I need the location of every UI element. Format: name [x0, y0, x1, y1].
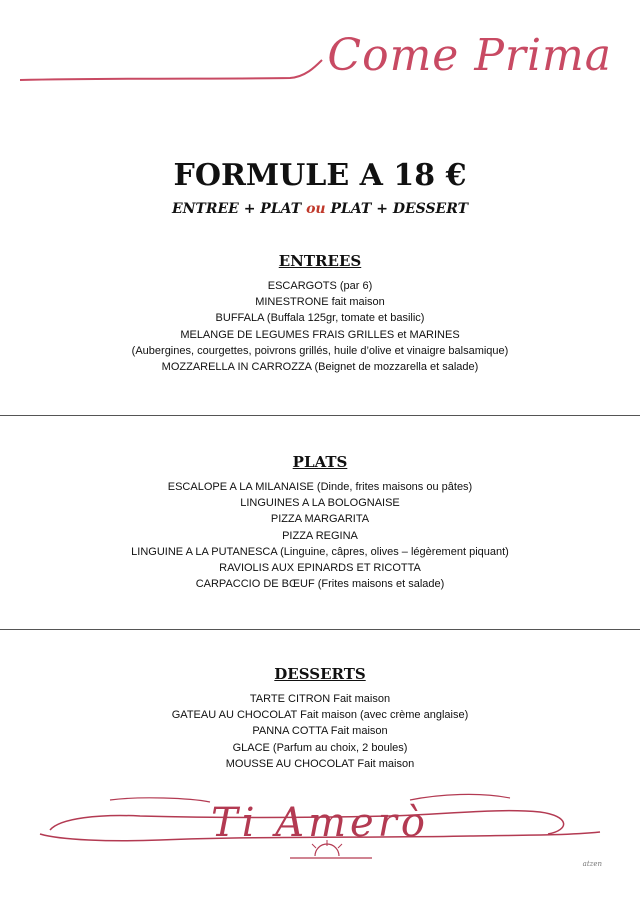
list-item: MOZZARELLA IN CARROZZA (Beignet de mozzarella et salade): [161, 361, 479, 374]
plats-section: [0, 453, 640, 592]
come-prima-logo-text: Come Prima: [327, 30, 612, 81]
desserts-list: [0, 691, 640, 772]
desserts-heading: DESSERTS: [274, 665, 366, 683]
list-item: LINGUINES A LA BOLOGNAISE: [240, 497, 400, 510]
desserts-section: [0, 665, 640, 772]
list-item: CARPACCIO DE BŒUF (Frites maisons et salade): [195, 578, 445, 591]
list-item: GLACE (Parfum au choix, 2 boules): [232, 741, 408, 754]
list-item: RAVIOLIS AUX EPINARDS ET RICOTTA: [219, 562, 421, 575]
list-item: MINESTRONE fait maison: [255, 296, 385, 309]
entrees-list: [0, 278, 640, 375]
artist-signature: atzen: [582, 860, 602, 868]
list-item: GATEAU AU CHOCOLAT Fait maison (avec crème anglaise): [171, 709, 469, 722]
plats-heading: PLATS: [292, 453, 348, 471]
list-item: LINGUINE A LA PUTANESCA (Linguine, câpres, olives – légèrement piquant): [131, 545, 509, 558]
subtitle-part-2: PLAT + DESSERT: [325, 201, 469, 217]
subtitle-part-1: ENTREE + PLAT: [171, 201, 307, 217]
formule-title: FORMULE A 18 €: [173, 158, 467, 193]
list-item: TARTE CITRON Fait maison: [249, 693, 391, 705]
formule-subtitle: [0, 201, 640, 217]
list-item: MELANGE DE LEGUMES FRAIS GRILLES et MARINES: [180, 328, 460, 341]
plats-list: [0, 479, 640, 592]
list-item: PIZZA MARGARITA: [270, 513, 370, 526]
list-item: ESCALOPE A LA MILANAISE (Dinde, frites maisons ou pâtes): [167, 481, 473, 493]
list-item: PIZZA REGINA: [282, 529, 358, 542]
ti-amero-logo-text: Ti Amerò: [211, 800, 429, 846]
section-divider: [0, 415, 640, 416]
list-item: BUFFALA (Buffala 125gr, tomate et basilic): [215, 312, 425, 325]
list-item: (Aubergines, courgettes, poivrons grillés, huile d’olive et vinaigre balsamique): [131, 344, 509, 357]
section-divider: [0, 629, 640, 630]
list-item: ESCARGOTS (par 6): [267, 280, 373, 292]
entrees-heading: ENTREES: [278, 252, 362, 270]
list-item: MOUSSE AU CHOCOLAT Fait maison: [225, 757, 415, 770]
list-item: PANNA COTTA Fait maison: [252, 725, 388, 738]
subtitle-ou: ou: [306, 201, 326, 217]
entrees-section: [0, 252, 640, 375]
